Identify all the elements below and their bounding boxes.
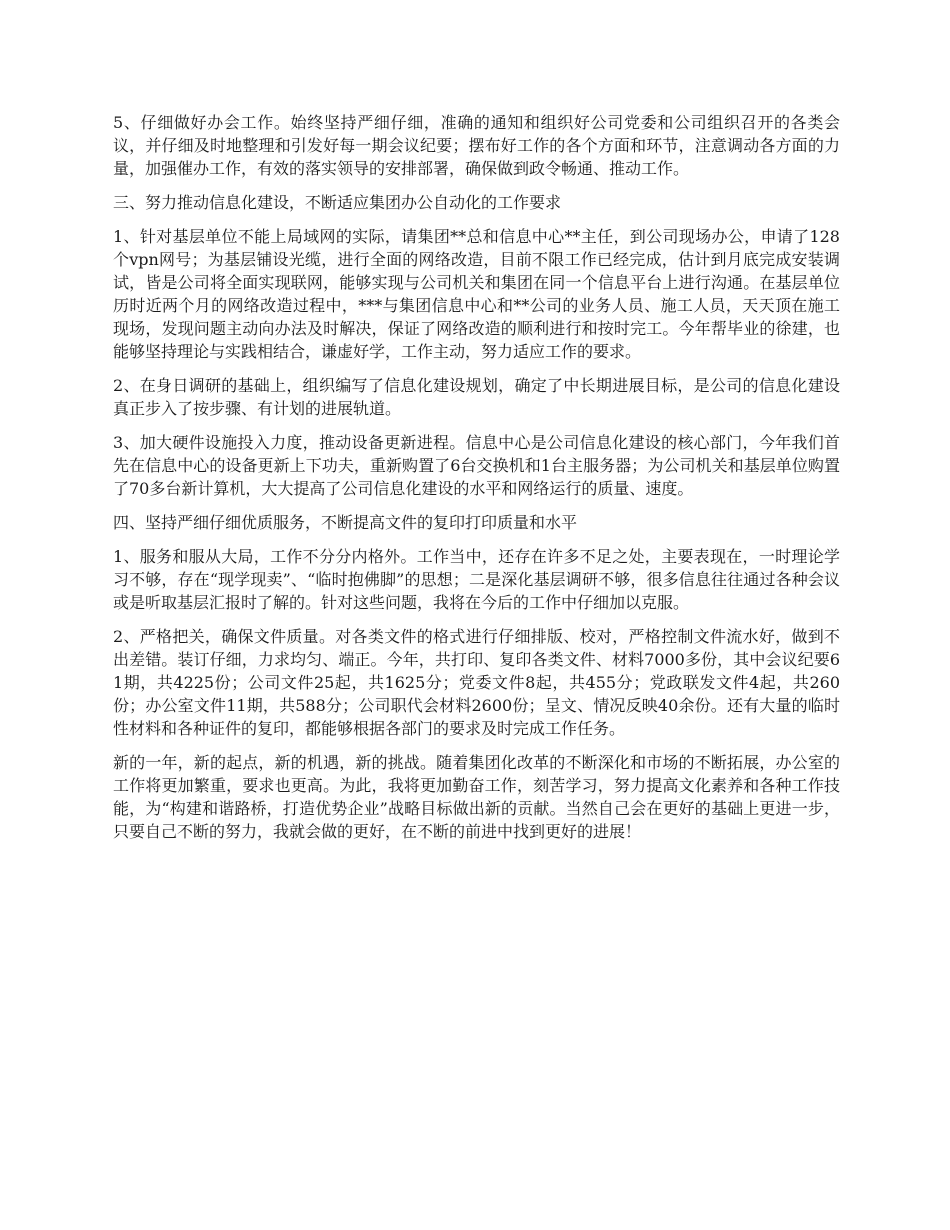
document-page	[113, 111, 840, 854]
paragraph-serve-overall: 1、服务和服从大局，工作不分分内格外。工作当中，还存在许多不足之处，主要表现在，一时理论学习不够，存在“现学现卖”、“临时抱佛脚”的思想；二是深化基层调研不够，很多信息往往通过各种会议或是听取基层汇报时了解的。针对这些问题，我将在今后的工作中仔细加以克服。	[113, 547, 840, 612]
paragraph-informatization-plan: 2、在身日调研的基础上，组织编写了信息化建设规划，确定了中长期进展目标，是公司的信息化建设真正步入了按步骤、有计划的进展轨道。	[113, 376, 840, 418]
section-heading-informatization: 三、努力推动信息化建设，不断适应集团办公自动化的工作要求	[113, 193, 562, 212]
paragraph-new-year-outlook: 新的一年，新的起点，新的机遇，新的挑战。随着集团化改革的不断深化和市场的不断拓展，办公室的工作将更加繁重，要求也更高。为此，我将更加勤奋工作，刻苦学习，努力提高文化素养和各种工作技能，为“构建和谐路桥，打造优势企业”战略目标做出新的贡献。当然自己会在更好的基础上更进一步，只要自己不断的努力，我就会做的更好，在不断的前进中找到更好的进展！	[113, 753, 840, 841]
paragraph-network-upgrade: 1、针对基层单位不能上局域网的实际，请集团**总和信息中心**主任，到公司现场办公，申请了128个vpn网号；为基层铺设光缆，进行全面的网络改造，目前不限工作已经完成，估计到月底完成安装调试，皆是公司将全面实现联网，能够实现与公司机关和集团在同一个信息平台上进行沟通。在基层单位历时近两个月的网络改造过程中，***与集团信息中心和**公司的业务人员、施工人员，天天顶在施工现场，发现问题主动向办法及时解决，保证了网络改造的顺利进行和按时完工。今年帮毕业的徐建，也能够坚持理论与实践相结合，谦虚好学，工作主动，努力适应工作的要求。	[113, 227, 840, 361]
paragraph-office-meetings: 5、仔细做好办会工作。始终坚持严细仔细，准确的通知和组织好公司党委和公司组织召开的各类会议，并仔细及时地整理和引发好每一期会议纪要；摆布好工作的各个方面和环节，注意调动各方面的力量，加强催办工作，有效的落实领导的安排部署，确保做到政令畅通、推动工作。	[113, 113, 840, 178]
section-heading-document-services: 四、坚持严细仔细优质服务，不断提高文件的复印打印质量和水平	[113, 513, 578, 532]
paragraph-document-quality: 2、严格把关，确保文件质量。对各类文件的格式进行仔细排版、校对，严格控制文件流水好，做到不出差错。装订仔细，力求均匀、端正。今年，共打印、复印各类文件、材料7000多份，其中会议纪要61期，共4225份；公司文件25起，共1625分；党委文件8起，共455分；党政联发文件4起，共260份；办公室文件11期，共588分；公司职代会材料2600份；呈文、情况反映40余份。还有大量的临时性材料和各种证件的复印，都能够根据各部门的要求及时完成工作任务。	[113, 627, 840, 738]
paragraph-hardware-investment: 3、加大硬件设施投入力度，推动设备更新进程。信息中心是公司信息化建设的核心部门，今年我们首先在信息中心的设备更新上下功夫，重新购置了6台交换机和1台主服务器；为公司机关和基层单位购置了70多台新计算机，大大提高了公司信息化建设的水平和网络运行的质量、速度。	[113, 433, 840, 498]
